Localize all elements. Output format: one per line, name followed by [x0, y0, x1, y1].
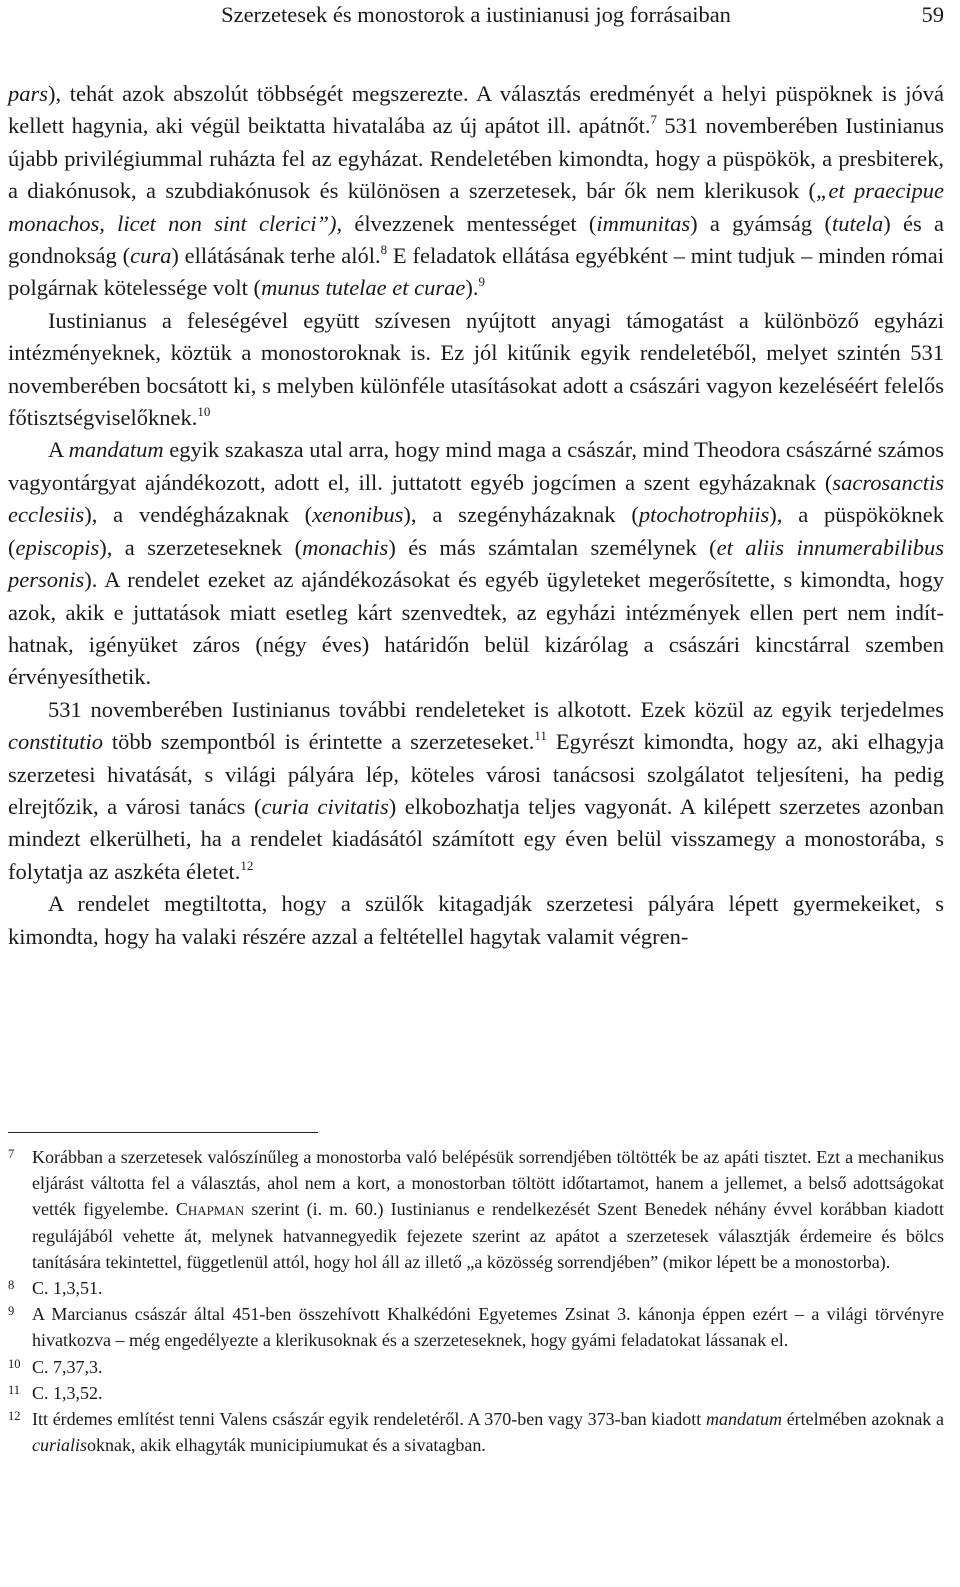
author-name: Chapman [175, 1199, 245, 1220]
footnote-8 [8, 1275, 944, 1301]
footnote-ref-12: 12 [240, 857, 254, 873]
latin-quote: „et praecipue monachos, licet non sint clerici”), [8, 178, 944, 236]
footnote-ref-10: 10 [197, 404, 211, 420]
latin-term: pars [8, 81, 49, 106]
text-run: ). [465, 275, 479, 301]
latin-term: mandatum [706, 1409, 782, 1430]
footnote-7 [8, 1144, 944, 1275]
footnote-9 [8, 1301, 944, 1353]
text-run: ), a szegényházaknak ( [403, 502, 639, 528]
latin-term: cura [130, 243, 172, 269]
latin-term: curia civitatis [261, 793, 389, 819]
text-run: A [48, 437, 69, 463]
text-run: ) ellátásának terhe alól. [171, 243, 381, 269]
paragraph-4 [8, 694, 944, 888]
footnote-11 [8, 1380, 944, 1406]
paragraph-5 [8, 888, 944, 953]
footnote-number: 9 [8, 1304, 15, 1319]
text-run: 531 novemberében Iustinianus újabb privilégiummal ruházta fel az egyházat. Rendeletében kimondta, hogy a püspökök, a presbiterek, a diakónusok, a szubdiakónusok és különösen a szerzetesek, bár ők nem klerikusok ( [8, 113, 944, 204]
footnotes [8, 1144, 944, 1458]
text-run: egyik szakasza utal arra, hogy mind maga a császár, mind Theodora császárné számos vagyontárgyat ajándékozott, adott el, ill. juttatott egyéb jogcímen a szent egyházaknak ( [8, 437, 944, 495]
paragraph-3 [8, 434, 944, 693]
latin-term: et aliis innumerabilibus personis [8, 534, 944, 593]
text-run: Korábban a szerzetesek valószínűleg a monostorba való belépésük sorrendjében töltötték be az apáti tisztet. Ezt a mechanikus eljárást váltotta fel a választás, ahol nem a kort, a monostorban töltött időtartamot, hanem a jellemet, a belső adottságokat vették figyelembe. [32, 1147, 944, 1220]
text-run: C. 7,37,3. [32, 1356, 103, 1377]
text-run: C. 1,3,51. [32, 1278, 103, 1299]
text-run: ) elkobozhatja teljes vagyonát. A kilépett szerzetes azonban mindezt elkerülheti, ha a rendelet kiadásától számított egy éven belül visszamegy a monostorába, s folytatja az aszkéta életet. [8, 793, 945, 884]
text-run: szerint (i. m. 60.) Iustinianus e rendelkezését Szent Benedek néhány évvel korábban kiadott regulájából vehette át, melynek hatvannegyedik fejezete szerint az apátot a szerzetesek választják érdemeire és bölcs tanítására tekintettel, függetlenül attól, hogy hol áll az illető „a közösség sorrendjében” (mikor lépett be a monostorba). [32, 1199, 945, 1272]
text-run: oknak, akik elhagyták municipiumukat és a sivatagban. [87, 1435, 486, 1456]
text-run: ) a gyámság ( [690, 210, 832, 236]
paragraph-1 [8, 78, 944, 305]
text-run: A rendelet megtiltotta, hogy a szülők kitagadják szerzetesi pályára lépett gyermekeiket, s kimondta, hogy ha valaki részére azzal a feltétellel hagytak valamit végren- [8, 891, 944, 949]
main-text [8, 78, 944, 953]
running-header [8, 0, 944, 30]
text-run: Egyrészt kimondta, hogy az, aki elhagyja szerzetesi hivatását, s világi pályára lép, köteles városi tanácsosi szolgálatot teljesíteni, ha pedig elrejtőzik, a városi tanács ( [8, 729, 944, 819]
text-run: több szempontból is érintette a szerzeteseket. [103, 729, 535, 755]
page-number: 59 [921, 2, 944, 27]
text-run: ), tehát azok abszolút többségét megszerezte. A választás eredményét a helyi püspöknek is jóvá kellett hagynia, aki végül beiktatta hivatalába az új apátot ill. apátnőt. [8, 81, 944, 139]
text-run: 531 novemberében Iustinianus további rendeleteket is alkotott. Ezek közül az egyik terjedelmes [48, 696, 944, 722]
text-run: ) és a gondnokság ( [8, 210, 945, 269]
latin-term: monachis [302, 534, 389, 560]
footnote-number: 12 [8, 1409, 21, 1424]
footnote-number: 7 [8, 1147, 15, 1161]
latin-term: mandatum [68, 437, 164, 463]
text-run: ), a vendégházaknak ( [84, 502, 313, 528]
text-run: Iustinianus a feleségével együtt szívesen nyújtott anyagi támogatást a különböző egyházi intézményeknek, köztük a monostoroknak is. Ez jól kitűnik egyik rendeletéből, melyet szintén 531 novemberében bocsátott ki, s melyben különféle utasításokat adott a császári vagyon kezeléséért felelős főtisztségviselőknek. [8, 307, 944, 431]
latin-term: munus tutelae et curae [261, 275, 466, 301]
text-run: ), a püspököknek ( [8, 502, 944, 560]
footnote-ref-9: 9 [478, 274, 486, 290]
text-run: Itt érdemes említést tenni Valens császár egyik rendeletéről. A 370-ben vagy 373-ban kiadott [32, 1409, 706, 1430]
latin-term: curialis [32, 1435, 88, 1456]
footnote-ref-8: 8 [380, 242, 388, 258]
text-run: E feladatok ellátása egyébként – mint tudjuk – minden római polgárnak kötelessége volt ( [8, 243, 944, 301]
footnote-number: 11 [8, 1382, 21, 1397]
footnote-number: 10 [8, 1356, 21, 1371]
running-title: Szerzetesek és monostorok a iustinianusi jog forrásaiban [221, 2, 731, 27]
footnote-12 [8, 1406, 944, 1458]
footnote-ref-11: 11 [534, 728, 547, 744]
footnote-separator [8, 1132, 318, 1133]
latin-term: xenonibus [312, 502, 404, 528]
paragraph-2 [8, 305, 944, 435]
text-run: ) és más számtalan személynek ( [388, 534, 717, 560]
latin-term: ptochotrophiis [638, 502, 770, 528]
footnote-10 [8, 1354, 944, 1380]
latin-term: tutela [831, 210, 884, 236]
footnote-ref-7: 7 [650, 112, 658, 128]
latin-term: sacrosanctis ecclesiis [8, 469, 944, 528]
latin-term: immunitas [596, 210, 691, 236]
text-run: ), a szerzeteseknek ( [99, 534, 303, 560]
footnote-number: 8 [8, 1278, 15, 1293]
text-run: értelmében azoknak a [782, 1409, 944, 1430]
text-run: C. 1,3,52. [32, 1382, 103, 1403]
text-run: ). A rendelet ezeket az ajándékozásokat és egyéb ügyleteket megerősítette, s kimondta, hogy azok, akik e juttatások miatt esetleg kárt szenvedtek, az egyházi intézmények ellen pert nem indíthatnak, igényüket záros (négy éves) határidőn belül kizárólag a császári kincstárral szemben érvényesíthetik. [8, 567, 944, 690]
latin-term: constitutio [8, 729, 103, 755]
text-run: élvezzenek mentességet ( [342, 210, 597, 236]
text-run: A Marcianus császár által 451-ben összehívott Khalkédóni Egyetemes Zsinat 3. kánonja éppen ezért – a világi törvényre hivatkozva – még engedélyezte a klerikusoknak és a szerzeteseknek, hogy gyámi feladatokat lássanak el. [32, 1304, 944, 1351]
latin-term: episcopis [15, 534, 100, 560]
